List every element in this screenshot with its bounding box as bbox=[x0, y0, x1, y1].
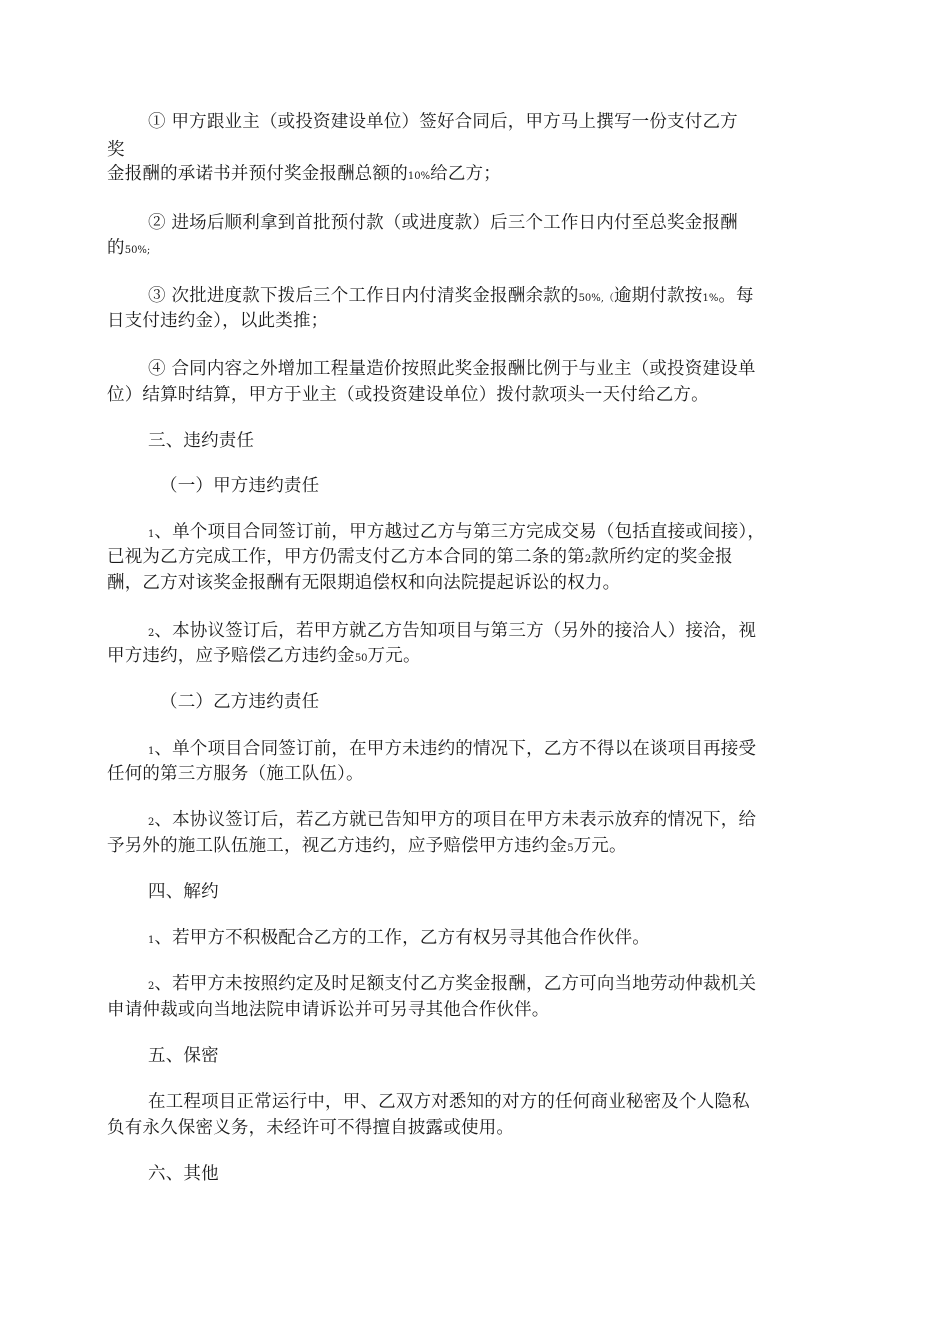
amount-value: 50 bbox=[354, 653, 368, 664]
text-run: 给乙方； bbox=[430, 164, 501, 184]
breach-a-item-1-line-1 bbox=[148, 520, 765, 547]
item-number: 2 bbox=[148, 628, 155, 639]
item-number: 1 bbox=[148, 746, 155, 757]
confidentiality-line-1: 在工程项目正常运行中，甲、乙双方对悉知的对方的任何商业秘密及个人隐私 bbox=[148, 1092, 750, 1112]
item-number: 1 bbox=[148, 529, 155, 540]
breach-a-item-1-line-3: 酬，乙方对该奖金报酬有无限期追偿权和向法院提起诉讼的权力。 bbox=[107, 573, 621, 593]
section-heading-3: 三、违约责任 bbox=[148, 431, 255, 451]
text-run: 、若甲方未按照约定及时足额支付乙方奖金报酬，乙方可向当地劳动仲裁机关 bbox=[154, 974, 757, 994]
clause-number: 2 bbox=[584, 554, 592, 565]
clause-2-line-2 bbox=[107, 236, 150, 263]
clause-1-line-2: 奖 bbox=[107, 140, 125, 160]
text-run: 、单个项目合同签订前，甲方越过乙方与第三方完成交易（包括直接或间接）， bbox=[154, 522, 766, 542]
clause-3-line-1 bbox=[148, 284, 754, 311]
section-heading-4: 四、解约 bbox=[148, 882, 219, 902]
percent-value: 1% bbox=[702, 293, 719, 304]
breach-a-item-2-line-1 bbox=[148, 619, 756, 646]
clause-3-line-2: 日支付违约金），以此类推； bbox=[107, 311, 329, 331]
text-run: 、单个项目合同签订前，在甲方未违约的情况下，乙方不得以在谈项目再接受 bbox=[154, 739, 757, 759]
item-number: 2 bbox=[148, 981, 155, 992]
subsection-heading-3-2: （二）乙方违约责任 bbox=[160, 692, 320, 712]
breach-a-item-2-line-2 bbox=[107, 644, 421, 671]
item-number: 1 bbox=[148, 935, 155, 946]
text-run: 万元。 bbox=[573, 836, 627, 856]
termination-item-2-line-1 bbox=[148, 972, 756, 999]
termination-item-1 bbox=[148, 926, 650, 953]
clause-1-line-1: ① 甲方跟业主（或投资建设单位）签好合同后，甲方马上撰写一份支付乙方 bbox=[148, 112, 738, 132]
section-heading-6: 六、其他 bbox=[148, 1164, 219, 1184]
breach-b-item-2-line-1 bbox=[148, 808, 756, 835]
breach-a-item-1-line-2 bbox=[107, 545, 733, 572]
clause-4-line-2: 位）结算时结算，甲方于业主（或投资建设单位）拨付款项头一天付给乙方。 bbox=[107, 385, 709, 405]
breach-b-item-2-line-2 bbox=[107, 834, 627, 861]
section-heading-5: 五、保密 bbox=[148, 1046, 219, 1066]
text-run: 。每 bbox=[718, 286, 754, 306]
text-run: 、本协议签订后，若甲方就乙方告知项目与第三方（另外的接洽人）接洽，视 bbox=[154, 621, 757, 641]
text-run: ③ 次批进度款下拨后三个工作日内付清奖金报酬余款的 bbox=[148, 286, 579, 306]
text-run: 、本协议签订后，若乙方就已告知甲方的项目在甲方未表示放弃的情况下，给 bbox=[154, 810, 757, 830]
text-run: 已视为乙方完成工作，甲方仍需支付乙方本合同的第二条的第 bbox=[107, 547, 585, 567]
text-run: 予另外的施工队伍施工，视乙方违约，应予赔偿甲方违约金 bbox=[107, 836, 568, 856]
text-run: 金报酬的承诺书并预付奖金报酬总额的 bbox=[107, 164, 408, 184]
text-run: 万元。 bbox=[367, 646, 421, 666]
confidentiality-line-2: 负有永久保密义务，未经许可不得擅自披露或使用。 bbox=[107, 1118, 515, 1138]
breach-b-item-1-line-2: 任何的第三方服务（施工队伍）。 bbox=[107, 764, 364, 784]
clause-4-line-1: ④ 合同内容之外增加工程量造价按照此奖金报酬比例于与业主（或投资建设单 bbox=[148, 359, 756, 379]
text-run: 甲方违约，应予赔偿乙方违约金 bbox=[107, 646, 355, 666]
percent-value: 50%,（ bbox=[578, 293, 614, 304]
breach-b-item-1-line-1 bbox=[148, 737, 756, 764]
item-number: 2 bbox=[148, 817, 155, 828]
percent-value: 10% bbox=[407, 171, 431, 182]
text-run: 逾期付款按 bbox=[613, 286, 703, 306]
percent-value: 50%; bbox=[124, 245, 151, 256]
text-run: 款所约定的奖金报 bbox=[591, 547, 733, 567]
amount-value: 5 bbox=[567, 843, 574, 854]
clause-2-line-1: ② 进场后顺利拿到首批预付款（或进度款）后三个工作日内付至总奖金报酬 bbox=[148, 213, 738, 233]
text-run: 、若甲方不积极配合乙方的工作，乙方有权另寻其他合作伙伴。 bbox=[154, 928, 650, 948]
termination-item-2-line-2: 申请仲裁或向当地法院申请诉讼并可另寻其他合作伙伴。 bbox=[107, 1000, 550, 1020]
clause-1-line-3 bbox=[107, 162, 501, 189]
text-run: 的 bbox=[107, 238, 125, 258]
subsection-heading-3-1: （一）甲方违约责任 bbox=[160, 476, 320, 496]
